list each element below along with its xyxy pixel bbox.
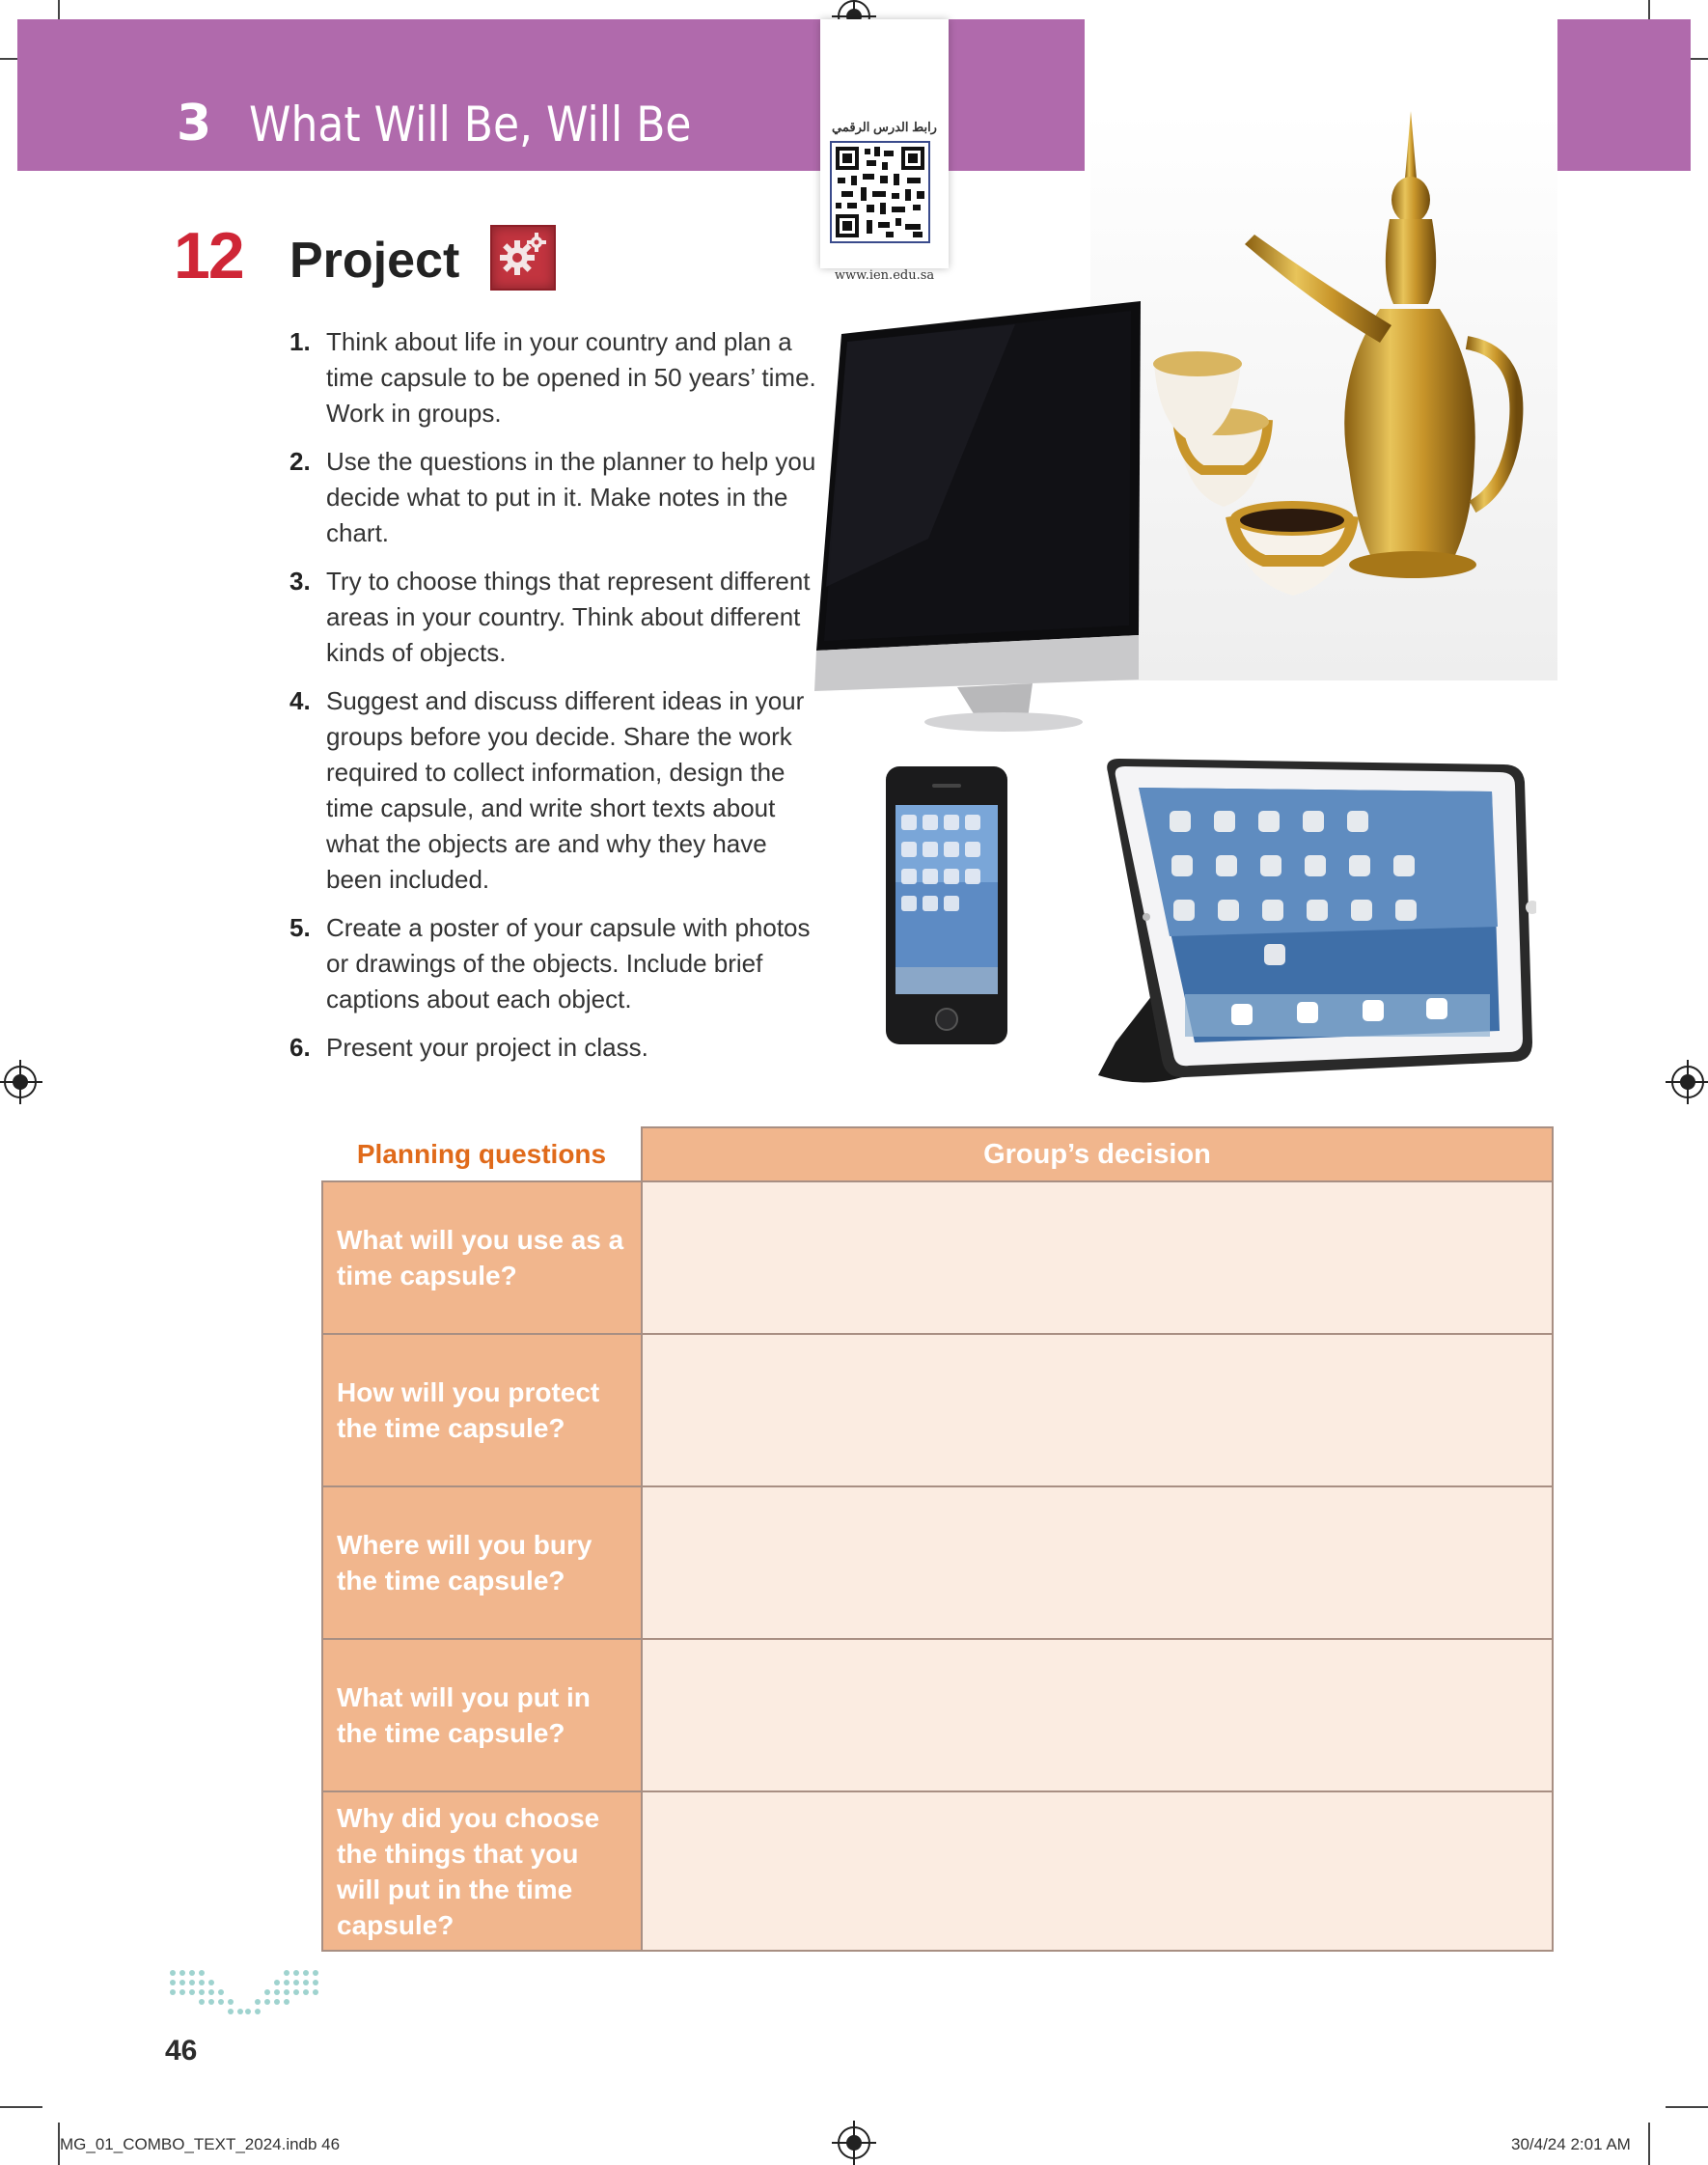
print-file-info: MG_01_COMBO_TEXT_2024.indb 46 xyxy=(60,2135,341,2153)
table-row xyxy=(322,1334,1553,1486)
registration-mark-icon xyxy=(4,1066,37,1098)
step-item xyxy=(289,1030,820,1066)
unit-number: 3 xyxy=(177,95,212,153)
coffee-pot-photo xyxy=(1090,111,1557,680)
step-number: 1. xyxy=(289,327,311,356)
planning-question: Why did you choose the things that you will put in the time capsule? xyxy=(322,1791,642,1951)
decision-cell[interactable] xyxy=(642,1334,1553,1486)
groups-decision-header: Group’s decision xyxy=(642,1127,1553,1181)
step-text: Think about life in your country and plan a time capsule to be opened in 50 years’ time. Work in groups. xyxy=(326,327,816,428)
tablet-photo xyxy=(1088,753,1536,1112)
crop-mark xyxy=(1666,2106,1708,2108)
crop-mark xyxy=(0,2106,42,2108)
step-number: 2. xyxy=(289,447,311,476)
step-text: Use the questions in the planner to help you decide what to put in it. Make notes in the chart. xyxy=(326,447,816,547)
planning-table xyxy=(321,1126,1554,1952)
gears-icon xyxy=(490,225,556,291)
table-row xyxy=(322,1181,1553,1334)
lesson-number: 12 xyxy=(174,219,243,292)
table-row xyxy=(322,1486,1553,1639)
planning-question: How will you protect the time capsule? xyxy=(322,1334,642,1486)
step-text: Suggest and discuss different ideas in your groups before you decide. Share the work required to collect information, design the time capsule, and write short texts about what the objects are and why they have been included. xyxy=(326,686,805,894)
step-item xyxy=(289,324,820,431)
qr-caption: رابط الدرس الرقمي xyxy=(832,120,937,134)
table-header-row xyxy=(322,1127,1553,1181)
decision-cell[interactable] xyxy=(642,1791,1553,1951)
step-item xyxy=(289,564,820,671)
decision-cell[interactable] xyxy=(642,1639,1553,1791)
planning-question: Where will you bury the time capsule? xyxy=(322,1486,642,1639)
decision-cell[interactable] xyxy=(642,1181,1553,1334)
print-timestamp: 30/4/24 2:01 AM xyxy=(1511,2135,1631,2153)
page-number: 46 xyxy=(165,2035,198,2067)
unit-banner-right xyxy=(1557,19,1691,171)
decision-cell[interactable] xyxy=(642,1486,1553,1639)
step-item xyxy=(289,683,820,898)
planning-questions-header: Planning questions xyxy=(322,1127,642,1181)
step-item xyxy=(289,910,820,1017)
step-number: 4. xyxy=(289,686,311,715)
planning-question: What will you put in the time capsule? xyxy=(322,1639,642,1791)
computer-monitor-photo xyxy=(813,297,1148,741)
digital-lesson-qr-card[interactable] xyxy=(820,19,949,283)
step-text: Try to choose things that represent different areas in your country. Think about different kinds of objects. xyxy=(326,567,811,667)
registration-mark-icon xyxy=(1671,1066,1704,1098)
step-number: 3. xyxy=(289,567,311,596)
crop-mark xyxy=(1648,2123,1650,2165)
qr-code-icon xyxy=(830,141,930,243)
ministry-logo-icon xyxy=(167,1967,321,2029)
lesson-title: Project xyxy=(289,233,460,289)
qr-url[interactable]: www.ien.edu.sa xyxy=(834,268,935,283)
smartphone-photo xyxy=(884,764,1009,1046)
step-text: Create a poster of your capsule with photos or drawings of the objects. Include brief captions about each object. xyxy=(326,913,811,1013)
table-row xyxy=(322,1639,1553,1791)
step-item xyxy=(289,444,820,551)
table-row xyxy=(322,1791,1553,1951)
unit-title: What Will Be, Will Be xyxy=(249,97,692,153)
project-steps xyxy=(289,324,820,1078)
planning-question: What will you use as a time capsule? xyxy=(322,1181,642,1334)
registration-mark-icon xyxy=(838,2126,870,2159)
step-number: 5. xyxy=(289,913,311,942)
step-text: Present your project in class. xyxy=(326,1033,648,1062)
step-number: 6. xyxy=(289,1033,311,1062)
